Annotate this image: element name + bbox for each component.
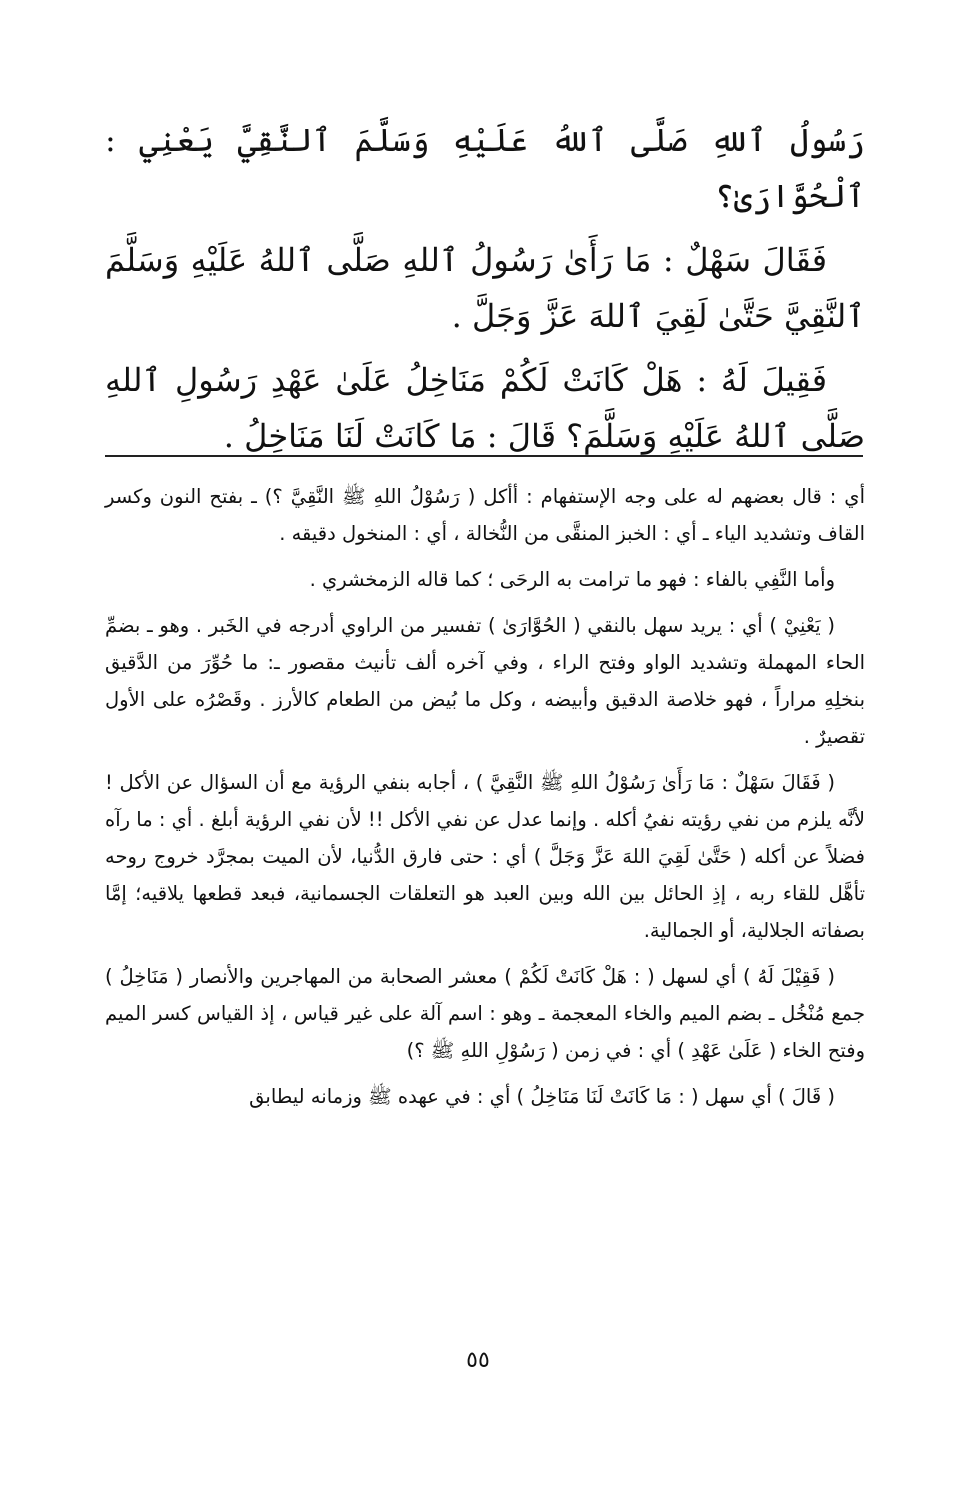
main-text-block [105,112,865,472]
commentary-paragraph-3: ( يَعْنِيْ ) أي : يريد سهل بالنقي ( الحُوَّارَىٰ ) تفسير من الراوي أدرجه في الخَبر . وهو ـ بضمِّ الحاء المهملة وتشديد الواو وفتح الراء ، وفي آخره ألف تأنيث مقصور ـ: ما حُوِّرَ من الدَّقيق بنخلِهِ مراراً ، فهو خلاصة الدقيق وأبيضه ، وكل ما بُيض من الطعام كالأرز . وقَصْرُه على الأول تقصيرٌ . [105,614,865,748]
main-paragraph-1: رَسُولُ ٱللهِ صَلَّى ٱللهُ عَلَيْهِ وَسَلَّمَ ٱلنَّقِيَّ يَعْنِي : ٱلْحُوَّارَىٰ؟ [105,121,865,215]
main-paragraph-2: فَقَالَ سَهْلٌ : مَا رَأَىٰ رَسُولُ ٱللهِ صَلَّى ٱللهُ عَلَيْهِ وَسَلَّمَ ٱلنَّقِيَّ حَتَّىٰ لَقِيَ ٱللهَ عَزَّ وَجَلَّ . [105,241,865,335]
commentary-paragraph-5: ( فَقِيْلَ لَهُ ) أي لسهل ( : هَلْ كَانَتْ لَكُمْ ) معشر الصحابة من المهاجرين والأنصار ( مَنَاخِلُ ) جمع مُنْخُل ـ بضم الميم والخاء المعجمة ـ وهو : اسم آلة على غير قياس ، إذ القياس كسر الميم وفتح الخاء ( عَلَىٰ عَهْدِ ) أي : في زمن ( رَسُوْلِ اللهِ ﷺ ؟) [105,965,865,1062]
commentary-paragraph-4: ( فَقَالَ سَهْلٌ : مَا رَأَىٰ رَسُوْلُ اللهِ ﷺ النَّقِيَّ ) ، أجابه بنفي الرؤية مع أن السؤال عن الأكل ! لأنَّه يلزم من نفي رؤيته نفيُ أكله . وإنما عدل عن نفي الأكل !! لأن نفي الرؤية أبلغ . أي : ما رآه فضلاً عن أكله ( حَتَّىٰ لَقِيَ اللهَ عَزَّ وَجَلَّ ) أي : حتى فارق الدُّنيا، لأن الميت بمجرَّد خروج روحه تأهَّل للقاء ربه ، إذِ الحائل بين الله وبين العبد هو التعلقات الجسمانية، فبعد قطعها يلاقيه؛ إمَّا بصفاته الجلالية، أو الجمالية. [105,771,865,942]
main-paragraph-3: فَقِيلَ لَهُ : هَلْ كَانَتْ لَكُمْ مَنَاخِلُ عَلَىٰ عَهْدِ رَسُولِ ٱللهِ صَلَّى ٱللهُ عَلَيْهِ وَسَلَّمَ؟ قَالَ : مَا كَانَتْ لَنَا مَنَاخِلُ . [105,361,865,455]
commentary-paragraph-6: ( قَالَ ) أي سهل ( : مَا كَانَتْ لَنَا مَنَاخِلُ ) أي : في عهده ﷺ وزمانه ليطابق [249,1085,835,1108]
footnote-divider [105,455,863,457]
commentary-paragraph-2: وأما النَّفِي بالفاء : فهو ما ترامت به الرحَى ؛ كما قاله الزمخشري . [309,568,835,591]
commentary-block [105,478,865,1124]
page-number: ٥٥ [466,1348,490,1373]
commentary-paragraph-1: أي : قال بعضهم له على وجه الإستفهام : أأكل ( رَسُوْلُ اللهِ ﷺ النَّقِيَّ ؟) ـ بفتح النون وكسر القاف وتشديد الياء ـ أي : الخبز المنقَّى من النُّخالة ، أي : المنخول دقيقه . [105,485,865,545]
